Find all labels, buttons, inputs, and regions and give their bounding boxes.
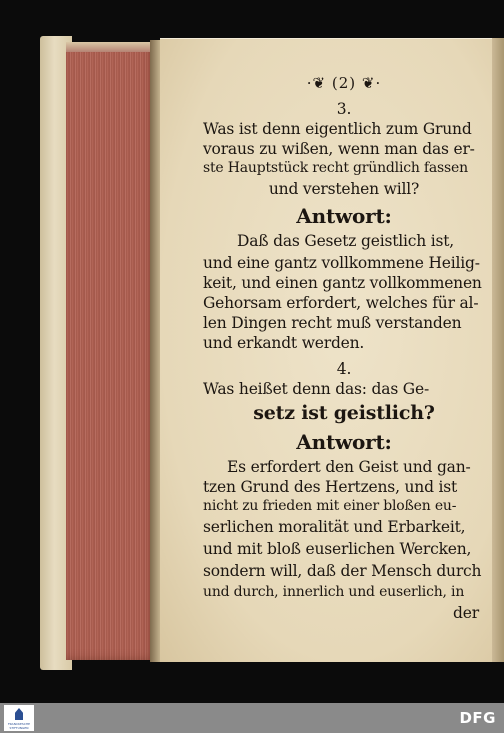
answer-3-line: und eine gantz vollkommene Heilig- <box>203 254 480 272</box>
library-logo-icon <box>15 708 23 720</box>
answer-3-line: und erkandt werden. <box>203 334 365 352</box>
viewer-footer <box>0 703 504 733</box>
answer-4-line: sondern will, daß der Mensch durch <box>203 562 482 580</box>
answer-3-line: Gehorsam erfordert, welches für al- <box>203 294 479 312</box>
page-block-edge <box>66 42 158 660</box>
answer-4-line: serlichen moralität und Erbarkeit, <box>203 518 466 536</box>
catchword: der <box>453 604 479 622</box>
question-3-line: voraus zu wißen, wenn man das er- <box>203 140 475 158</box>
ornament-left-icon: ·❦ <box>306 74 327 92</box>
question-4-line: Was heißet denn das: das Ge- <box>203 380 429 398</box>
question-3-line: Was ist denn eigentlich zum Grund <box>203 120 472 138</box>
answer-4-line: Es erfordert den Geist und gan- <box>227 458 471 476</box>
answer-heading: Antwort: <box>296 430 392 454</box>
dfg-logo[interactable]: DFG <box>459 709 496 727</box>
answer-4-line: nicht zu frieden mit einer bloßen eu- <box>203 498 457 514</box>
answer-4-line: tzen Grund des Hertzens, und ist <box>203 478 458 496</box>
section-4-number: 4. <box>336 360 352 378</box>
answer-heading: Antwort: <box>296 204 392 228</box>
page-number: ·❦ (2) ❦· <box>306 74 382 92</box>
answer-3-line: Daß das Gesetz geistlich ist, <box>237 232 455 250</box>
question-3-line: ste Hauptstück recht gründlich fassen <box>203 160 468 176</box>
library-logo[interactable] <box>4 705 34 731</box>
library-logo-text: FRANCKESCHE STIFTUNGEN <box>7 722 31 730</box>
ornament-right-icon: ❦· <box>361 74 382 92</box>
answer-4-line: und durch, innerlich und euserlich, in <box>203 584 465 600</box>
answer-3-line: keit, und einen gantz vollkommenen <box>203 274 482 292</box>
answer-3-line: len Dingen recht muß verstanden <box>203 314 462 332</box>
page-block-top <box>66 42 158 52</box>
question-3-line: und verstehen will? <box>268 180 420 198</box>
answer-4-line: und mit bloß euserlichen Wercken, <box>203 540 472 558</box>
section-3-number: 3. <box>336 100 352 118</box>
question-4-line: setz ist geistlich? <box>253 402 435 424</box>
page-right-edge <box>492 38 504 662</box>
